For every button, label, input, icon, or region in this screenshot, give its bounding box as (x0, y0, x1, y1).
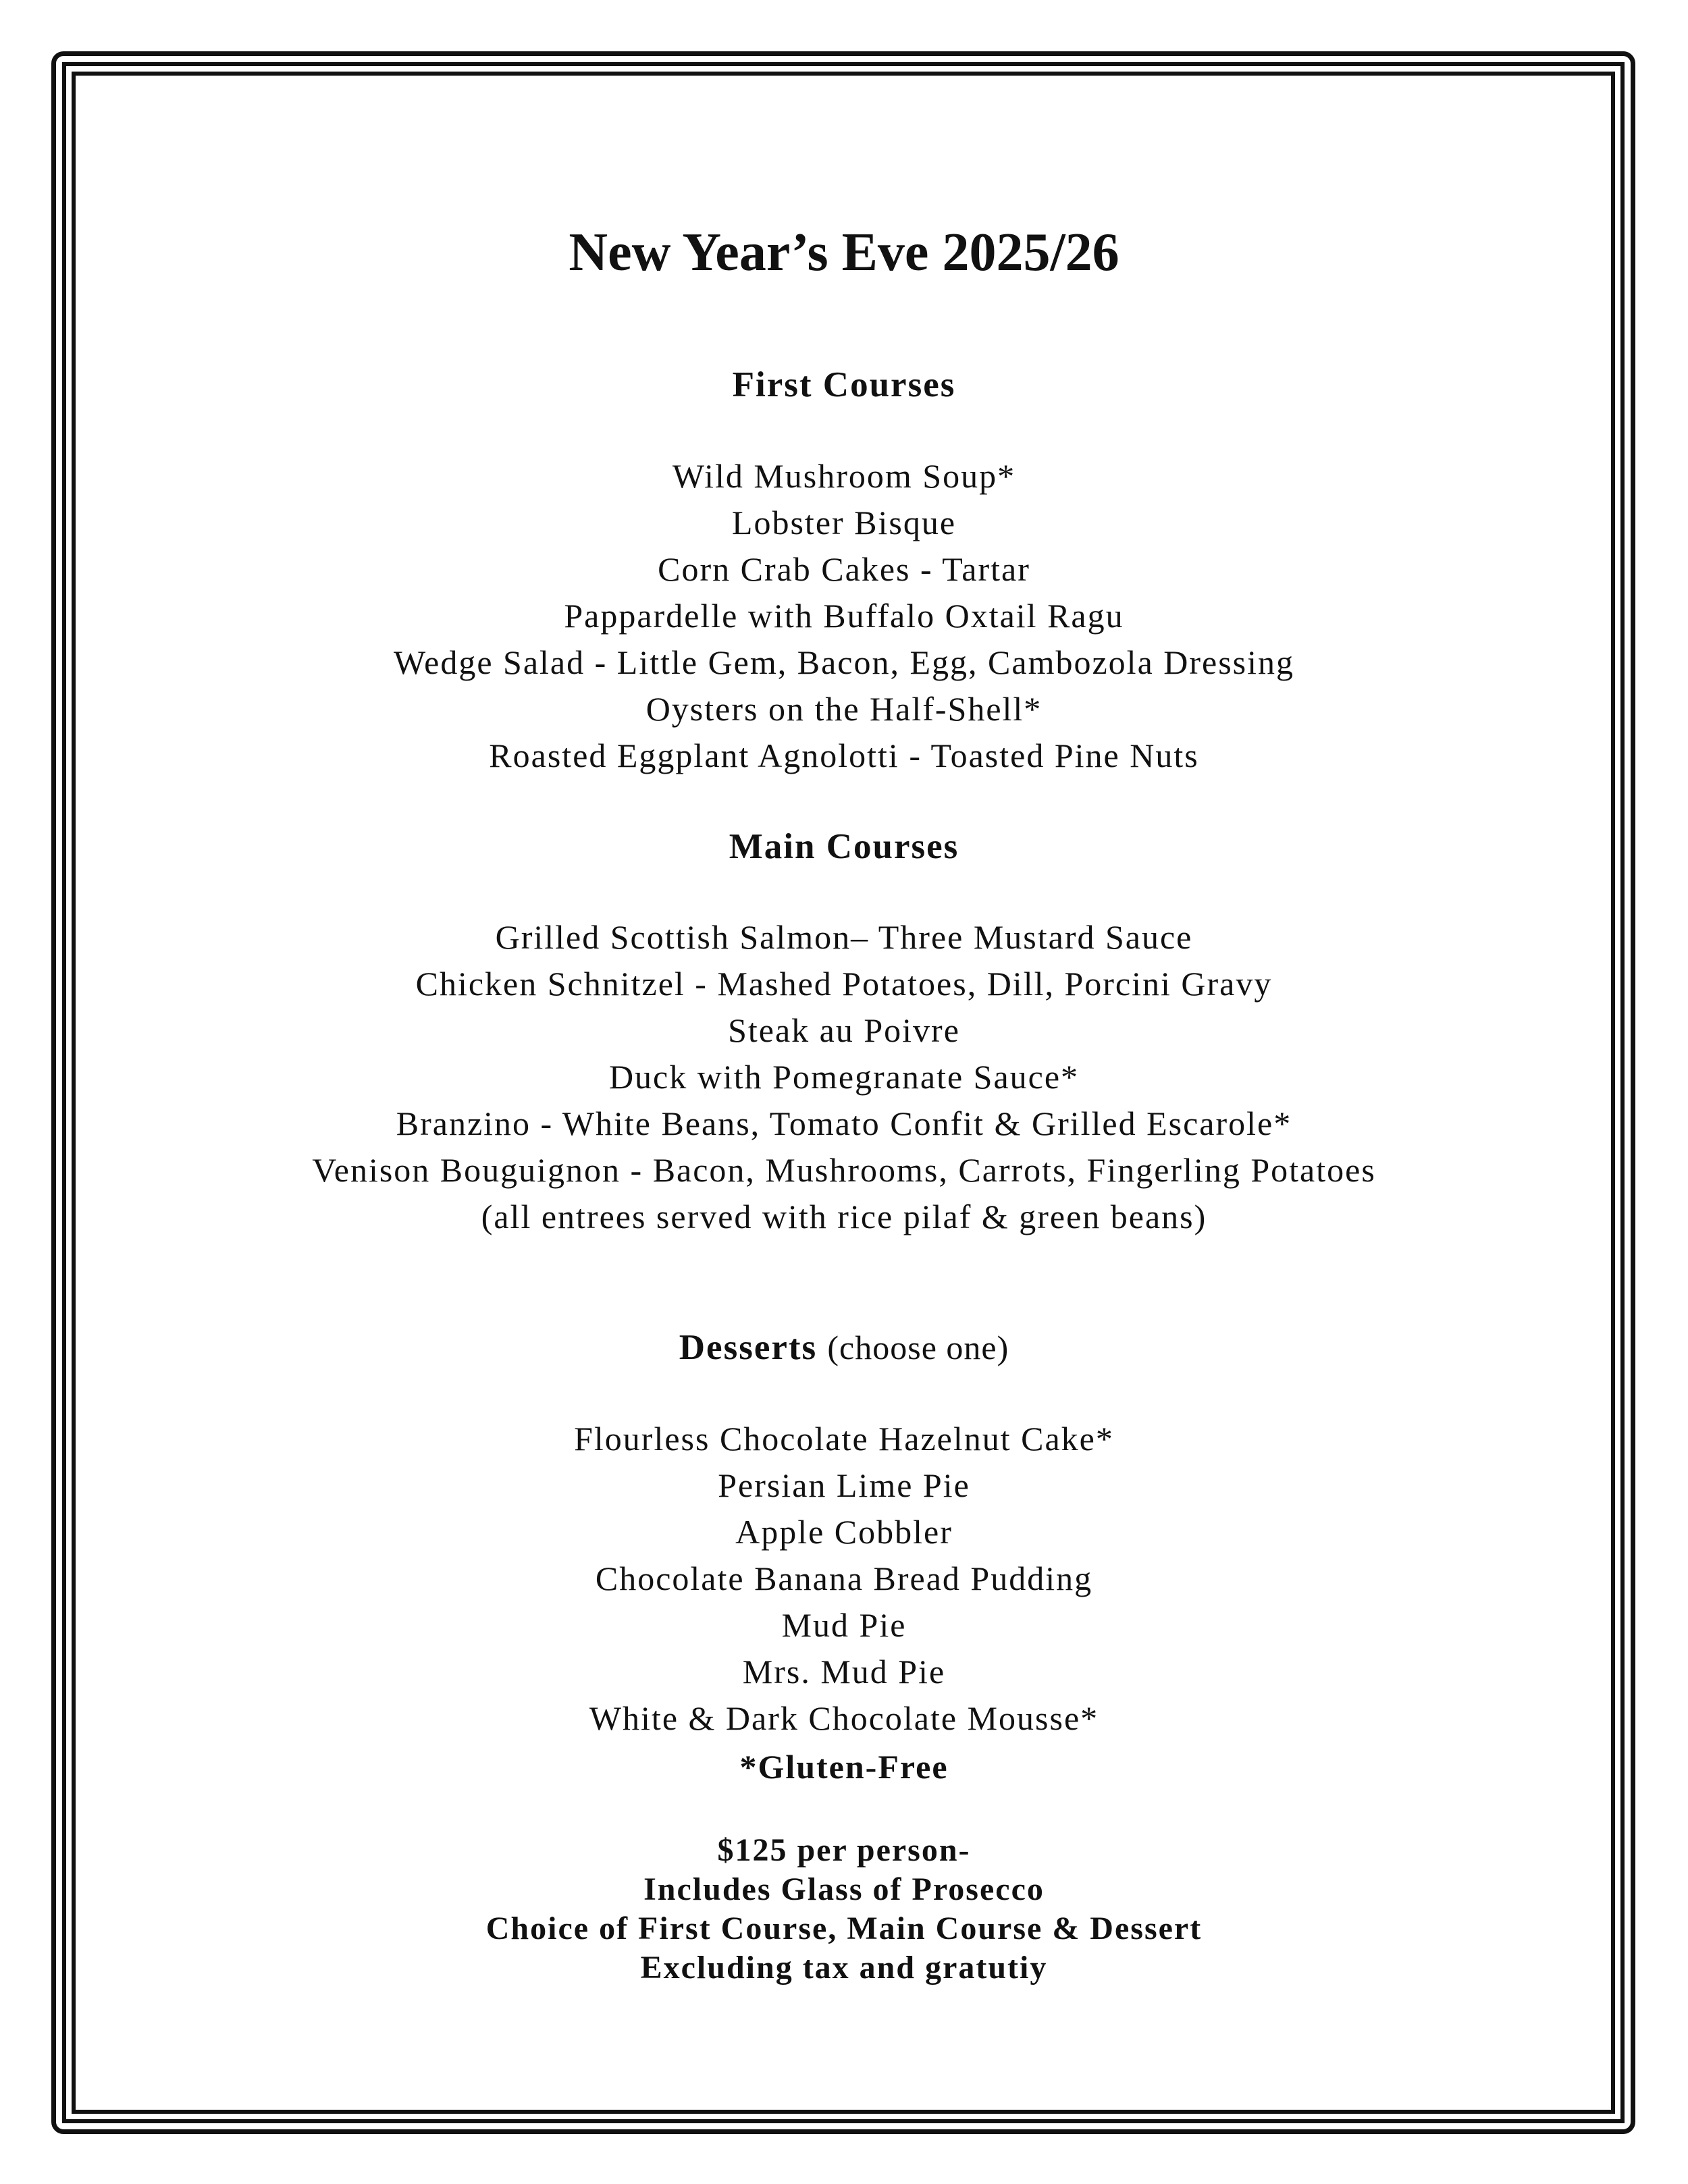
price-line: $125 per person- (717, 1832, 971, 1868)
gluten-free-note: *Gluten-Free (739, 1748, 949, 1786)
list-item: Wedge Salad - Little Gem, Bacon, Egg, Cambozola Dressing (393, 643, 1295, 681)
list-item: Lobster Bisque (731, 504, 957, 541)
includes-line: Includes Glass of Prosecco (643, 1871, 1045, 1907)
list-item: Chicken Schnitzel - Mashed Potatoes, Dill, Porcini Gravy (415, 965, 1273, 1003)
desserts-list (81, 1416, 1607, 1742)
desserts-heading (81, 1330, 1607, 1366)
list-item: Corn Crab Cakes - Tartar (658, 550, 1030, 588)
list-item: (all entrees served with rice pilaf & green beans) (481, 1198, 1207, 1235)
desserts-heading-label: Desserts (679, 1328, 818, 1367)
list-item: Persian Lime Pie (718, 1466, 970, 1504)
list-item: Flourless Chocolate Hazelnut Cake* (574, 1420, 1114, 1458)
list-item: Apple Cobbler (735, 1513, 953, 1551)
list-item: Roasted Eggplant Agnolotti - Toasted Pine Nuts (489, 737, 1199, 774)
list-item: Mud Pie (781, 1606, 907, 1644)
list-item: White & Dark Chocolate Mousse* (589, 1699, 1099, 1737)
list-item: Chocolate Banana Bread Pudding (595, 1560, 1093, 1597)
main-courses-list (81, 914, 1607, 1240)
list-item: Steak au Poivre (728, 1011, 960, 1049)
list-item: Mrs. Mud Pie (742, 1653, 946, 1690)
list-item: Branzino - White Beans, Tomato Confit & Grilled Escarole* (396, 1104, 1292, 1142)
menu-title: New Year’s Eve 2025/26 (569, 223, 1119, 282)
main-courses-heading: Main Courses (729, 827, 959, 866)
list-item: Venison Bouguignon - Bacon, Mushrooms, Carrots, Fingerling Potatoes (312, 1151, 1376, 1189)
desserts-choice-note: (choose one) (827, 1329, 1009, 1366)
list-item: Duck with Pomegranate Sauce* (608, 1058, 1080, 1096)
list-item: Oysters on the Half-Shell* (645, 690, 1043, 728)
tax-line: Excluding tax and gratutiy (640, 1950, 1048, 1986)
pricing-info (81, 1831, 1607, 1988)
list-item: Grilled Scottish Salmon– Three Mustard Sauce (495, 918, 1193, 956)
list-item: Pappardelle with Buffalo Oxtail Ragu (564, 597, 1124, 635)
choice-line: Choice of First Course, Main Course & Dessert (485, 1911, 1203, 1946)
list-item: Wild Mushroom Soup* (672, 457, 1016, 495)
first-courses-list (81, 453, 1607, 779)
first-courses-heading: First Courses (732, 365, 956, 404)
